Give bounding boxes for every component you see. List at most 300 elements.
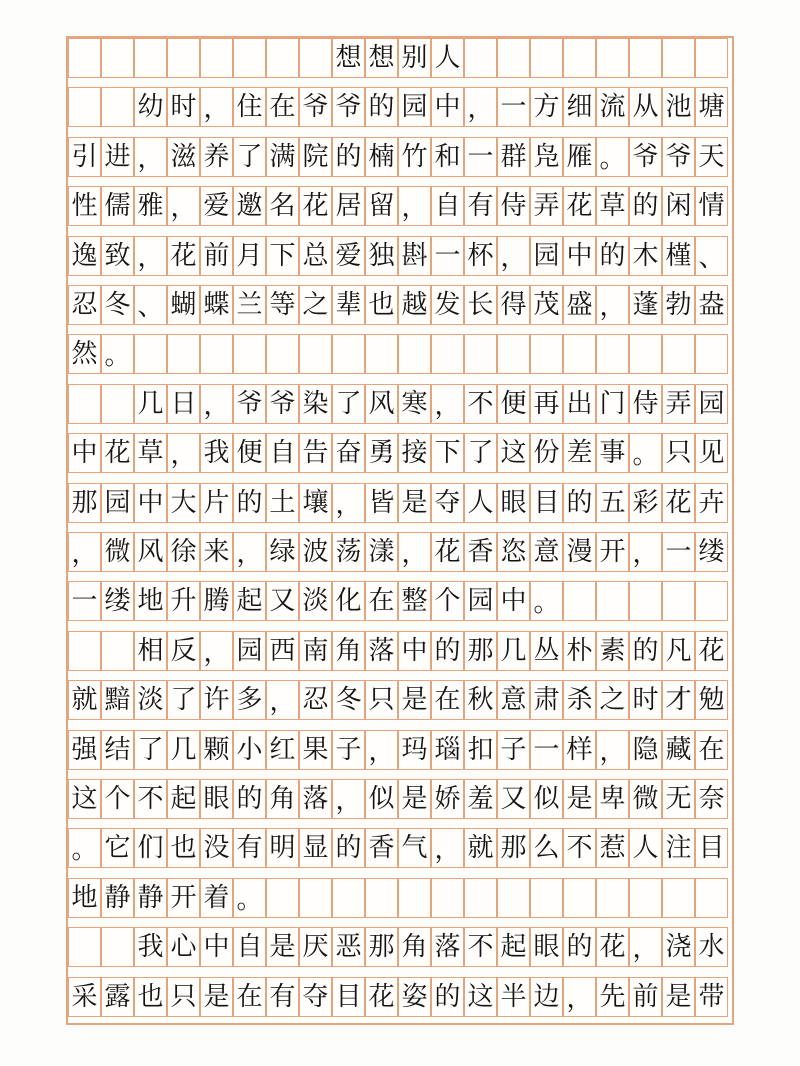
grid-cell: 惹 — [596, 828, 629, 868]
grid-cell — [134, 38, 167, 78]
grid-cell: 留 — [365, 186, 398, 226]
grid-cell: 羞 — [464, 779, 497, 819]
grid-cell: 起 — [233, 581, 266, 621]
grid-cell — [629, 581, 662, 621]
grid-cell: 得 — [497, 285, 530, 325]
grid-row — [68, 927, 728, 967]
grid-cell — [629, 334, 662, 374]
grid-cell: 半 — [497, 977, 530, 1017]
grid-cell: 。 — [68, 828, 101, 868]
grid-cell: 。 — [629, 433, 662, 473]
grid-cell: 整 — [398, 581, 431, 621]
grid-cell: 园 — [464, 581, 497, 621]
grid-cell: 明 — [266, 828, 299, 868]
grid-cell: 份 — [530, 433, 563, 473]
grid-cell: 我 — [134, 927, 167, 967]
grid-cell: 细 — [563, 87, 596, 127]
grid-cell: ， — [464, 87, 497, 127]
essay-grid-paper — [68, 38, 732, 1023]
grid-cell: 的 — [233, 779, 266, 819]
grid-cell: 落 — [431, 927, 464, 967]
grid-cell: 西 — [266, 631, 299, 671]
grid-cell: 香 — [464, 532, 497, 572]
grid-cell — [233, 334, 266, 374]
grid-cell: 的 — [596, 236, 629, 276]
grid-cell: 在 — [431, 680, 464, 720]
grid-cell — [497, 334, 530, 374]
grid-row — [68, 384, 728, 424]
grid-cell: 也 — [365, 285, 398, 325]
grid-cell: 的 — [431, 631, 464, 671]
grid-cell — [299, 334, 332, 374]
grid-cell: 波 — [299, 532, 332, 572]
grid-cell: 徐 — [167, 532, 200, 572]
grid-cell — [68, 384, 101, 424]
grid-cell — [662, 38, 695, 78]
grid-cell: 玛 — [398, 730, 431, 770]
grid-cell: 、 — [134, 285, 167, 325]
grid-cell: 的 — [431, 977, 464, 1017]
grid-cell: 了 — [167, 680, 200, 720]
grid-cell: 月 — [233, 236, 266, 276]
grid-cell: 又 — [497, 779, 530, 819]
grid-cell: 斟 — [398, 236, 431, 276]
grid-cell — [101, 927, 134, 967]
grid-cell: 么 — [530, 828, 563, 868]
grid-cell: 静 — [134, 878, 167, 918]
grid-cell: 居 — [332, 186, 365, 226]
grid-cell: 边 — [530, 977, 563, 1017]
grid-cell — [167, 38, 200, 78]
grid-cell — [464, 334, 497, 374]
grid-cell: ， — [332, 483, 365, 523]
grid-row — [68, 87, 728, 127]
grid-cell: 盎 — [695, 285, 728, 325]
grid-cell: 瑙 — [431, 730, 464, 770]
grid-cell: 五 — [596, 483, 629, 523]
grid-cell: 卉 — [695, 483, 728, 523]
grid-cell: 爷 — [299, 87, 332, 127]
grid-cell: 心 — [167, 927, 200, 967]
grid-cell: 也 — [167, 828, 200, 868]
grid-cell: 园 — [695, 384, 728, 424]
grid-row — [68, 828, 728, 868]
grid-cell: 幼 — [134, 87, 167, 127]
grid-cell: 多 — [233, 680, 266, 720]
grid-cell: 升 — [167, 581, 200, 621]
grid-cell: 几 — [167, 730, 200, 770]
grid-cell: 子 — [497, 730, 530, 770]
grid-cell: 辈 — [332, 285, 365, 325]
grid-cell: 扣 — [464, 730, 497, 770]
grid-cell: 院 — [299, 137, 332, 177]
grid-cell: 着 — [200, 878, 233, 918]
grid-cell: 前 — [200, 236, 233, 276]
grid-cell: 南 — [299, 631, 332, 671]
grid-cell: 接 — [398, 433, 431, 473]
grid-cell: 下 — [431, 433, 464, 473]
grid-cell: 它 — [101, 828, 134, 868]
grid-cell — [68, 927, 101, 967]
grid-cell: ， — [596, 285, 629, 325]
grid-cell — [101, 384, 134, 424]
grid-cell: 地 — [134, 581, 167, 621]
grid-cell: 黯 — [101, 680, 134, 720]
grid-row — [68, 483, 728, 523]
grid-cell: 花 — [596, 927, 629, 967]
grid-cell: 事 — [596, 433, 629, 473]
grid-cell: 淡 — [299, 581, 332, 621]
grid-cell: 就 — [68, 680, 101, 720]
grid-cell: 目 — [695, 828, 728, 868]
grid-cell: 只 — [167, 977, 200, 1017]
grid-cell: ， — [398, 532, 431, 572]
grid-cell: 意 — [497, 680, 530, 720]
grid-cell: 从 — [629, 87, 662, 127]
grid-cell: 侍 — [497, 186, 530, 226]
grid-cell — [563, 38, 596, 78]
grid-cell: ， — [398, 186, 431, 226]
grid-cell — [695, 334, 728, 374]
grid-cell: 木 — [629, 236, 662, 276]
grid-cell — [695, 581, 728, 621]
grid-cell: 的 — [233, 483, 266, 523]
grid-cell — [398, 878, 431, 918]
grid-cell: 爷 — [629, 137, 662, 177]
grid-cell: 池 — [662, 87, 695, 127]
grid-cell: 一 — [530, 730, 563, 770]
grid-row — [68, 38, 728, 78]
grid-cell — [332, 878, 365, 918]
grid-cell: 夺 — [299, 977, 332, 1017]
grid-cell: 结 — [101, 730, 134, 770]
grid-cell: 的 — [563, 483, 596, 523]
grid-cell: 草 — [134, 433, 167, 473]
grid-cell: 漫 — [563, 532, 596, 572]
grid-row — [68, 730, 728, 770]
grid-cell: 不 — [464, 927, 497, 967]
grid-cell — [167, 334, 200, 374]
grid-cell: 流 — [596, 87, 629, 127]
grid-cell: 方 — [530, 87, 563, 127]
grid-cell: 小 — [233, 730, 266, 770]
grid-cell: 肃 — [530, 680, 563, 720]
grid-cell: ， — [365, 730, 398, 770]
grid-cell: 时 — [629, 680, 662, 720]
grid-cell: 丛 — [530, 631, 563, 671]
grid-cell: 奈 — [695, 779, 728, 819]
grid-cell: 那 — [68, 483, 101, 523]
grid-cell: 就 — [464, 828, 497, 868]
grid-cell: 竹 — [398, 137, 431, 177]
grid-cell: 那 — [464, 631, 497, 671]
grid-cell — [662, 878, 695, 918]
grid-cell: 眼 — [497, 483, 530, 523]
grid-cell: 化 — [332, 581, 365, 621]
grid-cell — [431, 334, 464, 374]
grid-cell: 。 — [233, 878, 266, 918]
grid-cell: 了 — [233, 137, 266, 177]
grid-cell: ， — [134, 137, 167, 177]
grid-row — [68, 878, 728, 918]
grid-cell: 花 — [101, 433, 134, 473]
grid-cell: 杯 — [464, 236, 497, 276]
grid-cell: 片 — [200, 483, 233, 523]
grid-cell: 落 — [365, 631, 398, 671]
grid-cell: 又 — [266, 581, 299, 621]
grid-cell: 等 — [266, 285, 299, 325]
grid-cell: 来 — [200, 532, 233, 572]
grid-cell: 也 — [134, 977, 167, 1017]
grid-cell: 中 — [497, 581, 530, 621]
grid-cell — [497, 878, 530, 918]
grid-cell: 一 — [431, 236, 464, 276]
grid-cell: 朴 — [563, 631, 596, 671]
grid-cell: 差 — [563, 433, 596, 473]
grid-cell: 弄 — [662, 384, 695, 424]
grid-cell: 土 — [266, 483, 299, 523]
grid-cell: 进 — [101, 137, 134, 177]
grid-cell — [596, 878, 629, 918]
grid-cell: 引 — [68, 137, 101, 177]
grid-cell: 素 — [596, 631, 629, 671]
grid-cell: 只 — [662, 433, 695, 473]
grid-cell: 绿 — [266, 532, 299, 572]
grid-cell: 花 — [695, 631, 728, 671]
grid-cell — [365, 878, 398, 918]
grid-cell: ， — [233, 532, 266, 572]
grid-cell: 不 — [464, 384, 497, 424]
grid-cell: 娇 — [431, 779, 464, 819]
grid-cell: 在 — [365, 581, 398, 621]
grid-cell — [695, 38, 728, 78]
grid-cell: 花 — [431, 532, 464, 572]
grid-cell: 隐 — [629, 730, 662, 770]
grid-cell: ， — [167, 186, 200, 226]
grid-cell: 角 — [398, 927, 431, 967]
grid-cell: 才 — [662, 680, 695, 720]
grid-cell: 染 — [299, 384, 332, 424]
grid-cell: 注 — [662, 828, 695, 868]
grid-cell: 侍 — [629, 384, 662, 424]
grid-cell: 一 — [497, 87, 530, 127]
grid-cell: 爷 — [233, 384, 266, 424]
grid-cell: 香 — [365, 828, 398, 868]
grid-cell: 致 — [101, 236, 134, 276]
grid-cell: 反 — [167, 631, 200, 671]
grid-cell: 卑 — [596, 779, 629, 819]
grid-cell — [200, 334, 233, 374]
grid-cell: 们 — [134, 828, 167, 868]
grid-row — [68, 186, 728, 226]
grid-cell: 目 — [332, 977, 365, 1017]
grid-cell — [101, 631, 134, 671]
grid-cell: 凡 — [662, 631, 695, 671]
grid-cell — [464, 878, 497, 918]
grid-cell: 似 — [530, 779, 563, 819]
grid-cell: 几 — [497, 631, 530, 671]
grid-cell: 花 — [662, 483, 695, 523]
grid-cell: ， — [431, 384, 464, 424]
grid-cell — [134, 334, 167, 374]
grid-cell: 日 — [167, 384, 200, 424]
grid-cell: 是 — [563, 779, 596, 819]
grid-cell: 然 — [68, 334, 101, 374]
grid-cell: 几 — [134, 384, 167, 424]
grid-cell — [497, 38, 530, 78]
grid-cell — [596, 334, 629, 374]
grid-cell: 带 — [695, 977, 728, 1017]
grid-cell — [101, 87, 134, 127]
grid-cell: 是 — [662, 977, 695, 1017]
grid-cell: 寒 — [398, 384, 431, 424]
grid-cell: 告 — [299, 433, 332, 473]
grid-row — [68, 977, 728, 1017]
grid-cell: 的 — [629, 186, 662, 226]
grid-cell: 忍 — [299, 680, 332, 720]
grid-cell: 兰 — [233, 285, 266, 325]
grid-cell: 中 — [200, 927, 233, 967]
grid-cell: 滋 — [167, 137, 200, 177]
grid-cell: 雅 — [134, 186, 167, 226]
grid-cell: 。 — [596, 137, 629, 177]
grid-cell: 果 — [299, 730, 332, 770]
grid-cell: 养 — [200, 137, 233, 177]
grid-cell: 藏 — [662, 730, 695, 770]
grid-cell: 角 — [266, 779, 299, 819]
grid-cell: 红 — [266, 730, 299, 770]
grid-cell: 眼 — [200, 779, 233, 819]
grid-cell: 。 — [530, 581, 563, 621]
grid-cell: 那 — [497, 828, 530, 868]
grid-cell: 是 — [398, 680, 431, 720]
grid-cell — [68, 87, 101, 127]
grid-cell: 独 — [365, 236, 398, 276]
grid-cell: 腾 — [200, 581, 233, 621]
grid-cell: 的 — [563, 927, 596, 967]
grid-cell: 风 — [365, 384, 398, 424]
grid-cell: 这 — [464, 977, 497, 1017]
grid-cell — [629, 878, 662, 918]
grid-cell: 儒 — [101, 186, 134, 226]
grid-cell: 个 — [431, 581, 464, 621]
grid-cell: 花 — [299, 186, 332, 226]
grid-cell — [68, 38, 101, 78]
grid-cell: 盛 — [563, 285, 596, 325]
grid-cell: 淡 — [134, 680, 167, 720]
grid-cell: 出 — [563, 384, 596, 424]
grid-cell: 荡 — [332, 532, 365, 572]
grid-cell: 楠 — [365, 137, 398, 177]
grid-cell: 静 — [101, 878, 134, 918]
grid-row — [68, 285, 728, 325]
grid-cell: 蓬 — [629, 285, 662, 325]
grid-cell: 群 — [497, 137, 530, 177]
grid-cell: 开 — [596, 532, 629, 572]
grid-cell: 凫 — [530, 137, 563, 177]
grid-cell: 便 — [497, 384, 530, 424]
grid-cell: 蝶 — [200, 285, 233, 325]
grid-cell: 微 — [629, 779, 662, 819]
grid-cell: ， — [332, 779, 365, 819]
grid-cell: 花 — [563, 186, 596, 226]
grid-cell: ， — [596, 730, 629, 770]
grid-cell — [101, 38, 134, 78]
grid-cell: 雁 — [563, 137, 596, 177]
grid-cell: 爷 — [332, 87, 365, 127]
grid-row — [68, 236, 728, 276]
grid-cell: 在 — [266, 87, 299, 127]
grid-cell: 下 — [266, 236, 299, 276]
grid-cell — [530, 38, 563, 78]
grid-cell: 天 — [695, 137, 728, 177]
grid-cell: 塘 — [695, 87, 728, 127]
grid-cell: 的 — [629, 631, 662, 671]
grid-cell: 发 — [431, 285, 464, 325]
grid-cell: ， — [200, 87, 233, 127]
grid-cell: 园 — [398, 87, 431, 127]
grid-cell: 闲 — [662, 186, 695, 226]
grid-cell: 茂 — [530, 285, 563, 325]
grid-cell: 微 — [101, 532, 134, 572]
grid-cell: 地 — [68, 878, 101, 918]
grid-cell — [629, 38, 662, 78]
grid-cell: 的 — [365, 87, 398, 127]
grid-cell: 草 — [596, 186, 629, 226]
grid-cell: 蝴 — [167, 285, 200, 325]
grid-cell — [299, 38, 332, 78]
grid-cell: 花 — [365, 977, 398, 1017]
grid-cell: 不 — [563, 828, 596, 868]
grid-cell: 皆 — [365, 483, 398, 523]
grid-cell: 爷 — [266, 384, 299, 424]
grid-cell: 杀 — [563, 680, 596, 720]
grid-row — [68, 137, 728, 177]
grid-cell — [332, 334, 365, 374]
grid-cell: 了 — [464, 433, 497, 473]
grid-cell: 只 — [365, 680, 398, 720]
grid-cell: 不 — [134, 779, 167, 819]
grid-cell: 园 — [101, 483, 134, 523]
grid-cell: 人 — [431, 38, 464, 78]
grid-cell: 再 — [530, 384, 563, 424]
grid-cell: 落 — [299, 779, 332, 819]
grid-cell: 恶 — [332, 927, 365, 967]
grid-cell: 夺 — [431, 483, 464, 523]
grid-cell — [68, 631, 101, 671]
grid-cell — [695, 878, 728, 918]
grid-cell: 缕 — [695, 532, 728, 572]
grid-cell: 住 — [233, 87, 266, 127]
grid-cell: 颗 — [200, 730, 233, 770]
grid-cell: 意 — [530, 532, 563, 572]
grid-row — [68, 581, 728, 621]
grid-cell: 人 — [464, 483, 497, 523]
grid-cell: 个 — [101, 779, 134, 819]
grid-cell: 时 — [167, 87, 200, 127]
grid-cell: 是 — [200, 977, 233, 1017]
grid-row — [68, 680, 728, 720]
grid-cell: 勉 — [695, 680, 728, 720]
grid-cell: 爱 — [332, 236, 365, 276]
grid-cell: 一 — [464, 137, 497, 177]
grid-cell: 气 — [398, 828, 431, 868]
grid-cell: 长 — [464, 285, 497, 325]
grid-cell: 邀 — [233, 186, 266, 226]
grid-cell: 相 — [134, 631, 167, 671]
grid-cell: 便 — [233, 433, 266, 473]
grid-cell: 露 — [101, 977, 134, 1017]
